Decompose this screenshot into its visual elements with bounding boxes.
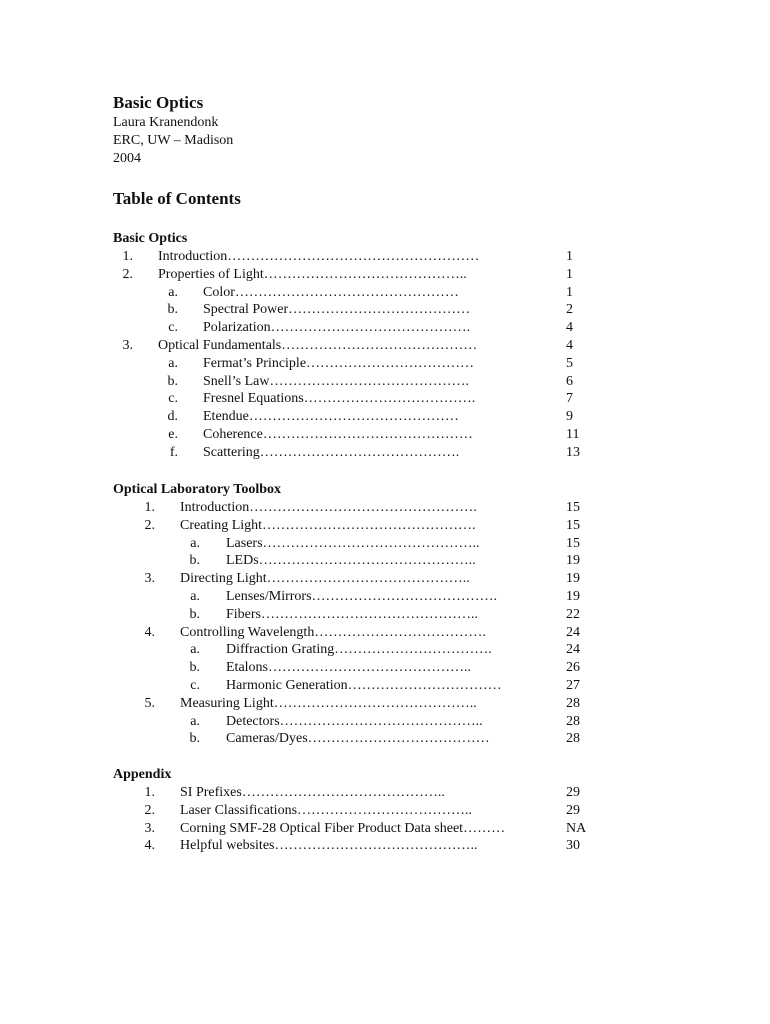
toc-entry[interactable] [0, 820, 770, 838]
toc-entry-label: Polarization……………………………………. [203, 320, 471, 336]
toc-heading: Table of Contents [113, 189, 241, 208]
toc-entry-page: 15 [566, 517, 580, 533]
toc-entry-marker: 2. [122, 266, 133, 282]
toc-entry-page: 30 [566, 838, 580, 854]
toc-entry-marker: f. [169, 444, 178, 460]
toc-entry[interactable] [0, 837, 770, 855]
toc-entry-marker: a. [190, 589, 200, 604]
toc-entry[interactable] [0, 695, 770, 713]
toc-entry[interactable] [0, 444, 770, 462]
toc-entry-label: Directing Light…………………………………….. [180, 571, 470, 587]
toc-entry-label: Helpful websites…………………………………….. [180, 838, 478, 854]
toc-entry[interactable] [0, 319, 770, 337]
toc-entry-marker: c. [168, 391, 178, 407]
toc-entry-marker: b. [189, 553, 200, 569]
toc-entry[interactable] [0, 301, 770, 319]
toc-entry[interactable] [0, 499, 770, 517]
toc-entry-marker: c. [168, 320, 178, 336]
toc-entry-marker: b. [189, 606, 200, 622]
toc-entry-label: Measuring Light…………………………………….. [180, 695, 477, 711]
toc-entry-marker: a. [168, 355, 178, 371]
author-affiliation: ERC, UW – Madison [113, 133, 234, 148]
toc-entry[interactable] [0, 784, 770, 802]
toc-entry-page: 11 [566, 427, 580, 442]
toc-entry-marker: b. [189, 660, 200, 676]
toc-entry-label: Diffraction Grating……………………………. [226, 642, 492, 658]
toc-entry[interactable] [0, 730, 770, 748]
toc-entry-marker: 1. [122, 249, 133, 264]
toc-entry[interactable] [0, 677, 770, 695]
toc-entry-label: Snell’s Law……………………………………. [203, 373, 469, 389]
toc-entry-label: Properties of Light…………………………………….. [158, 266, 467, 282]
toc-entry[interactable] [0, 606, 770, 624]
toc-entry-page: 28 [566, 695, 580, 711]
toc-entry-label: Controlling Wavelength………………………………. [180, 624, 486, 640]
toc-entry-label: Scattering……………………………………. [203, 444, 460, 460]
toc-entry-page: 9 [566, 409, 573, 425]
toc-entry-page: 24 [566, 624, 580, 640]
toc-section-title: Basic Optics [113, 231, 188, 246]
toc-entry[interactable] [0, 802, 770, 820]
toc-entry-page: 28 [566, 731, 580, 747]
toc-entry-page: 7 [566, 391, 573, 407]
toc-entry-page: 1 [566, 266, 573, 282]
toc-entry[interactable] [0, 373, 770, 391]
toc-entry[interactable] [0, 624, 770, 642]
toc-entry-marker: 2. [144, 517, 155, 533]
toc-entry-page: 24 [566, 642, 580, 658]
document-title: Basic Optics [113, 93, 204, 112]
toc-entry-label: Creating Light………………………………………. [180, 517, 476, 533]
toc-entry-page: 28 [566, 713, 580, 729]
toc-entry-marker: d. [167, 409, 178, 425]
toc-entry-label: Etalons…………………………………….. [226, 660, 471, 676]
toc-entry-label: Fermat’s Principle……………………………… [203, 355, 475, 371]
toc-entry-label: Fresnel Equations………………………………. [203, 391, 476, 407]
toc-entry-marker: a. [190, 713, 200, 729]
toc-entry-marker: 4. [144, 838, 155, 854]
toc-entry[interactable] [0, 552, 770, 570]
toc-entry-marker: 3. [144, 571, 155, 587]
toc-entry-marker: 5. [144, 695, 155, 711]
toc-entry[interactable] [0, 713, 770, 731]
toc-entry-marker: b. [167, 373, 178, 389]
toc-entry-marker: 2. [144, 802, 155, 818]
toc-entry[interactable] [0, 659, 770, 677]
toc-entry-marker: a. [168, 284, 178, 300]
toc-entry-page: 1 [566, 284, 573, 300]
toc-entry[interactable] [0, 266, 770, 284]
toc-entry-marker: b. [167, 302, 178, 318]
toc-entry-label: Fibers……………………………………….. [226, 606, 478, 622]
toc-entry-page: 19 [566, 571, 580, 587]
toc-entry[interactable] [0, 570, 770, 588]
toc-entry-page: 1 [566, 249, 573, 264]
toc-entry-label: Optical Fundamentals…………………………………… [158, 338, 478, 353]
toc-entry-label: SI Prefixes…………………………………….. [180, 785, 445, 800]
toc-entry-marker: a. [190, 535, 200, 551]
toc-entry-page: 19 [566, 589, 580, 604]
toc-entry[interactable] [0, 408, 770, 426]
toc-section-title: Optical Laboratory Toolbox [113, 482, 282, 497]
toc-entry-marker: 3. [144, 820, 155, 836]
toc-entry-page: 22 [566, 606, 580, 622]
toc-entry-page: 29 [566, 785, 580, 800]
toc-entry-page: 27 [566, 678, 580, 693]
toc-entry-marker: c. [190, 678, 200, 693]
toc-entry-label: Color………………………………………… [203, 284, 459, 300]
toc-entry-label: Cameras/Dyes………………………………… [226, 731, 490, 747]
toc-entry-page: 6 [566, 373, 573, 389]
toc-entry-label: Harmonic Generation…………………………… [226, 678, 502, 693]
toc-entry-page: 26 [566, 660, 580, 676]
toc-entry-page: 15 [566, 535, 580, 551]
toc-entry-label: Laser Classifications……………………………….. [180, 802, 473, 818]
toc-entry-label: Detectors…………………………………….. [226, 713, 483, 729]
toc-entry-label: Etendue……………………………………… [203, 409, 459, 425]
toc-entry-page: 15 [566, 500, 580, 515]
toc-entry-page: 4 [566, 320, 573, 336]
toc-entry[interactable] [0, 390, 770, 408]
toc-entry-page: 5 [566, 355, 573, 371]
toc-entry-page: 19 [566, 553, 580, 569]
toc-entry-marker: 3. [122, 338, 133, 353]
toc-entry-label: Introduction…………………………………………. [180, 500, 477, 515]
toc-entry-label: LEDs……………………………………….. [226, 553, 476, 569]
toc-entry-marker: b. [189, 731, 200, 747]
toc-entry[interactable] [0, 588, 770, 606]
toc-section-title: Appendix [113, 767, 172, 782]
toc-entry-marker: 1. [144, 500, 155, 515]
toc-entry[interactable] [0, 284, 770, 302]
toc-entry-marker: 1. [144, 785, 155, 800]
toc-entry[interactable] [0, 517, 770, 535]
author-name: Laura Kranendonk [113, 115, 219, 130]
toc-entry-label: Lasers……………………………………….. [226, 535, 480, 551]
toc-entry-label: Corning SMF-28 Optical Fiber Product Data sheet……… [180, 820, 506, 836]
toc-entry-marker: a. [190, 642, 200, 658]
toc-entry-label: Lenses/Mirrors…………………………………. [226, 589, 498, 604]
toc-entry[interactable] [0, 535, 770, 553]
toc-entry-label: Coherence……………………………………… [203, 427, 473, 442]
toc-entry-page: NA [566, 820, 587, 836]
toc-entry[interactable] [0, 641, 770, 659]
toc-entry-marker: 4. [144, 624, 155, 640]
toc-entry[interactable] [0, 426, 770, 444]
toc-entry-label: Spectral Power………………………………… [203, 302, 471, 318]
document-year: 2004 [113, 151, 141, 166]
toc-entry-page: 2 [566, 302, 573, 318]
toc-entry-page: 4 [566, 338, 573, 353]
toc-entry-label: Introduction……………………………………………… [158, 249, 480, 264]
toc-entry[interactable] [0, 355, 770, 373]
toc-entry[interactable] [0, 248, 770, 266]
toc-entry-marker: e. [168, 427, 178, 442]
toc-entry-page: 29 [566, 802, 580, 818]
toc-entry[interactable] [0, 337, 770, 355]
toc-entry-page: 13 [566, 444, 580, 460]
